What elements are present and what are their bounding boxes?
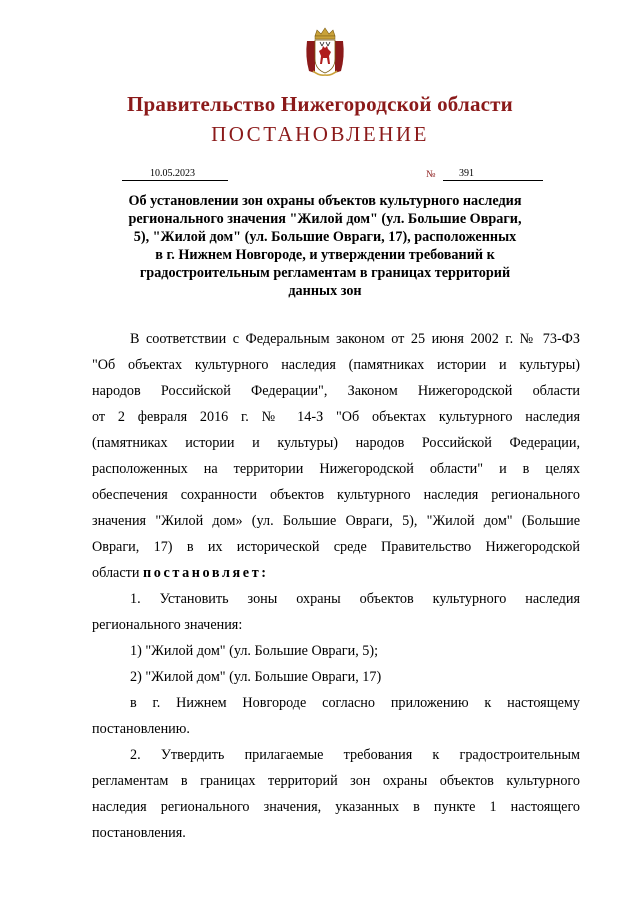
body-line: 2. Утвердить прилагаемые требования к градостроительным <box>130 747 580 763</box>
document-date: 10.05.2023 <box>122 168 228 181</box>
document-type: ПОСТАНОВЛЕНИЕ <box>211 122 429 146</box>
subject-line: в г. Нижнем Новгороде, и утверждении требований к <box>155 247 495 263</box>
document-body <box>92 326 580 846</box>
subject-line: градостроительным регламентам в границах территорий <box>139 265 511 281</box>
preamble-paragraph <box>92 326 580 586</box>
number-sign: № <box>426 169 436 180</box>
body-line: расположенных на территории Нижегородской области" и в целях <box>92 461 580 477</box>
preamble-last-prefix: области <box>92 565 143 581</box>
nizhny-novgorod-coat-of-arms-icon <box>303 27 347 77</box>
subject-line: регионального значения "Жилой дом" (ул. Большие Овраги, <box>128 211 522 227</box>
item-1-paragraph <box>92 586 580 742</box>
body-line: обеспечения сохранности объектов культурного наследия регионального <box>92 487 580 503</box>
document-number: 391 <box>443 168 543 181</box>
body-line: "Об объектах культурного наследия (памятниках истории и культуры) <box>92 357 580 373</box>
body-line: Овраги, 17) в их исторической среде Правительство Нижегородской <box>92 539 580 555</box>
list-item: 1) "Жилой дом" (ул. Большие Овраги, 5); <box>130 643 379 659</box>
body-line: регламентам в границах территорий зон охраны объектов культурного <box>92 773 580 789</box>
government-title: Правительство Нижегородской области <box>127 92 513 116</box>
subject-line: Об установлении зон охраны объектов культурного наследия <box>128 193 522 209</box>
body-line: (памятниках истории и культуры) народов Российской Федерации, <box>92 435 580 451</box>
body-line: наследия регионального значения, указанных в пункте 1 настоящего <box>92 799 580 815</box>
body-line: в г. Нижнем Новгороде согласно приложению к настоящему <box>130 695 580 711</box>
subject-line: данных зон <box>288 283 362 299</box>
body-line: 1. Установить зоны охраны объектов культурного наследия <box>130 591 580 607</box>
body-line: В соответствии с Федеральным законом от 25 июня 2002 г. № 73-ФЗ <box>130 331 580 347</box>
decree-word: постановляет: <box>142 565 269 581</box>
body-line: от 2 февраля 2016 г. № 14-З "Об объектах культурного наследия <box>92 409 580 425</box>
body-line: регионального значения: <box>92 617 243 633</box>
body-line <box>92 560 580 586</box>
body-line: постановлению. <box>92 721 190 737</box>
item-2-paragraph <box>92 742 580 846</box>
body-line: народов Российской Федерации", Законом Нижегородской области <box>92 383 580 399</box>
subject-line: 5), "Жилой дом" (ул. Большие Овраги, 17), расположенных <box>133 229 517 245</box>
document-subject <box>110 192 540 300</box>
body-line: значения "Жилой дом» (ул. Большие Овраги, 5), "Жилой дом" (Большие <box>92 513 580 529</box>
list-item: 2) "Жилой дом" (ул. Большие Овраги, 17) <box>130 669 382 685</box>
body-line: постановления. <box>92 825 186 841</box>
